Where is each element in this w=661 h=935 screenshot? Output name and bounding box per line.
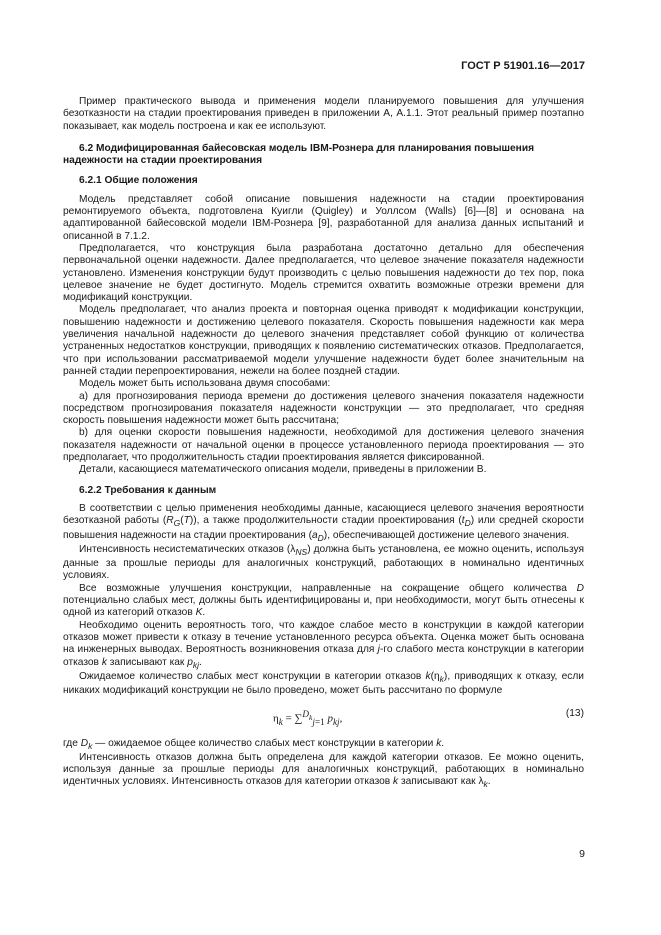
formula-expression: $\eta_k = \sum^{D_k}_{j=1}$ $p_{kj}$, (273, 708, 343, 727)
paragraph-data-requirements: В соответствии с целью применения необходимы данные, касающиеся целевого значения вероятности безотказной работы $(R_G(T))$, а также продолжительности стадии проектирования $(t_D)$ или средней скорости повышения надежности на стадии проектирования $(a_D)$, обеспечивающей достижение целевого значения. (63, 502, 584, 543)
paragraph: Модель предполагает, что анализ проекта и повторная оценка приводят к модификации конструкции, повышению надежности и достижению целевого показателя. Скорость повышения надежности как мера увеличения начальной надежности до целевого значения представляет собой функцию от количества устраненных недостатков конструкции, приводящих к появлению систематических отказов. Предполагается, что при использовании рассматриваемой модели улучшение надежности будет более значительным на ранней стадии перепроектирования, нежели на более поздней стадии. (63, 304, 584, 377)
paragraph-where: где $D_k$ — ожидаемое общее количество слабых мест конструкции в категории k. (63, 737, 445, 751)
intro-paragraph: Пример практического вывода и применения модели планируемого повышения для улучшения безотказности на стадии проектирования приведен в приложении А, А.1.1. Этот реальный пример поэтапно показывает, как модель построена и как ее используют. (63, 96, 584, 132)
list-item-b: b) для оценки скорости повышения надежности, необходимой для достижения целевого значения показателя надежности от начальной оценки в процессе установленного периода проектирования — это предполагает, что продолжительность стадии проектирования является фиксированной. (63, 427, 584, 464)
paragraph: Модель может быть использована двумя способами: (79, 378, 331, 390)
formula-13 (63, 702, 584, 732)
paragraph-expected-weak-points: Ожидаемое количество слабых мест конструкции в категории отказов $k(\eta_k)$, приводящих к отказу, если никаких модификаций конструкции не было проведено, может быть рассчитано по формуле (63, 670, 584, 697)
paragraph: Предполагается, что конструкция была разработана достаточно детально для обеспечения первоначальной оценки надежности. Далее предполагается, что целевое значение показателя надежности установлено. Изменения конструкции будут производить с целью повышения надежности до тех пор, пока целевое значение не будет достигнуто. Модель стремится охватить возможные отрезки времени для модификаций конструкции. (63, 242, 584, 304)
paragraph-failure-probability: Необходимо оценить вероятность того, что каждое слабое место в конструкции в каждой категории отказов может привести к отказу в течение установленного ресурса объекта. Оценка может быть основана на инженерных выводах. Вероятность возникновения отказа для j-го слабого места конструкции в категории отказов k записывают как $p_{kj}$. (63, 619, 584, 670)
paragraph-weak-points: Все возможные улучшения конструкции, направленные на сокращение общего количества D потенциально слабых мест, должны быть идентифицированы и, при необходимости, могут быть отнесены к одной из категорий отказов K. (63, 582, 584, 619)
subsection-title-6-2-2: 6.2.2 Требования к данным (79, 484, 217, 496)
page-number: 9 (579, 848, 585, 860)
list-item-a: а) для прогнозирования периода времени до достижения целевого значения показателя надежности посредством прогнозирования показателя надежности конструкции — это предполагает, что средняя скорость повышения надежности может быть рассчитана; (63, 390, 584, 427)
paragraph: Модель представляет собой описание повышения надежности на стадии проектирования ремонтируемого объекта, подготовлена Куигли (Quigley) и Уоллсом (Walls) [6]—[8] и основана на адаптированной байесовской модели IBM-Рознера [9], разработанной для анализа данных испытаний и описанной в 7.1.2. (63, 193, 584, 242)
document-code: ГОСТ Р 51901.16—2017 (461, 60, 585, 72)
formula-number: (13) (565, 707, 584, 719)
subsection-title-6-2-1: 6.2.1 Общие положения (79, 175, 198, 187)
paragraph: Детали, касающиеся математического описания модели, приведены в приложении В. (79, 464, 487, 476)
paragraph-nonsystematic-failures: Интенсивность несистематических отказов $(\lambda_{NS})$ должна быть установлена, ее можно оценить, используя данные за прошлые периоды для аналогичных конструкций, работающих в номинально идентичных условиях. (63, 543, 584, 582)
paragraph-failure-intensity: Интенсивность отказов должна быть определена для каждой категории отказов. Ее можно оценить, используя данные за прошлые периоды для аналогичных конструкций, работающих в номинально идентичных условиях. Интенсивность отказов для категории отказов k записывают как $\lambda_k$. (63, 751, 584, 790)
section-title-6-2: 6.2 Модифицированная байесовская модель IBM-Рознера для планирования повышения надежности на стадии проектирования (63, 142, 535, 167)
page-content (63, 96, 584, 791)
